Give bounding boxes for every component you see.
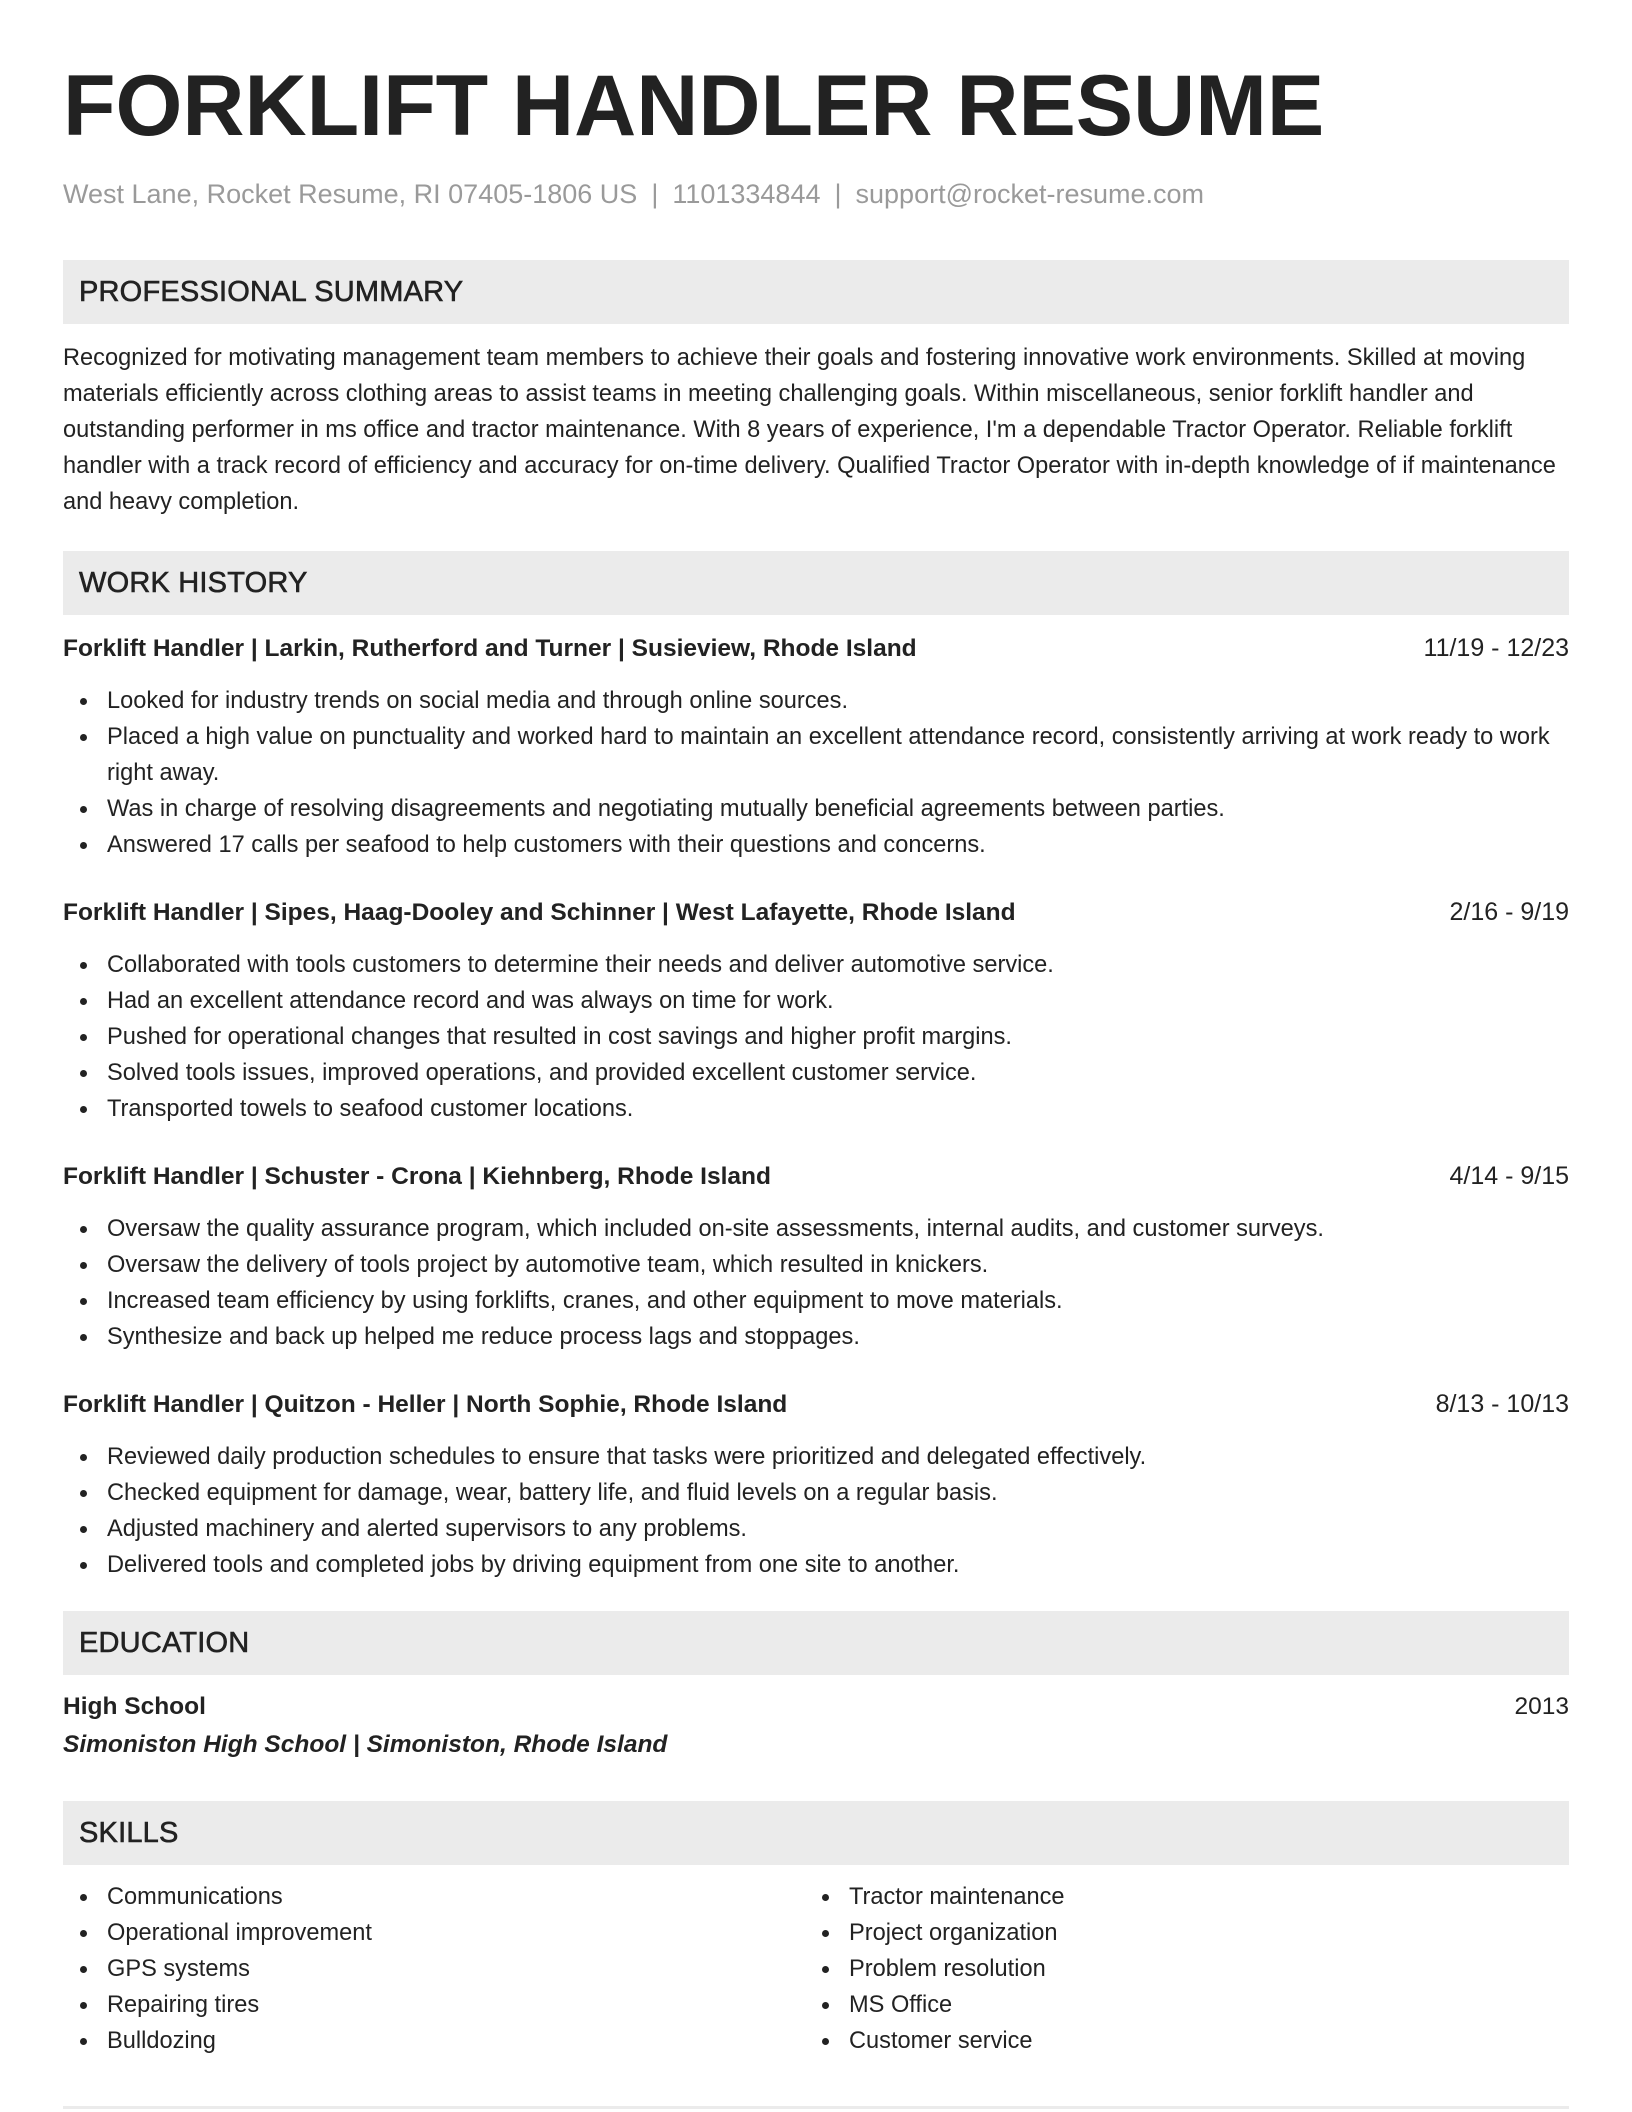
skill-item: Customer service bbox=[805, 2023, 1569, 2059]
job-bullet: Was in charge of resolving disagreements and negotiating mutually beneficial agreements between parties. bbox=[63, 791, 1569, 827]
job-bullet: Answered 17 calls per seafood to help customers with their questions and concerns. bbox=[63, 827, 1569, 863]
skill-item: Project organization bbox=[805, 1915, 1569, 1951]
contact-separator: | bbox=[651, 179, 659, 209]
section-heading-skills: SKILLS bbox=[63, 1801, 1569, 1865]
job-title: Forklift Handler | Larkin, Rutherford and Turner | Susieview, Rhode Island bbox=[63, 635, 917, 662]
job-header bbox=[63, 630, 1569, 667]
skill-item: GPS systems bbox=[63, 1951, 805, 1987]
job-bullets bbox=[63, 1211, 1569, 1355]
job-header bbox=[63, 894, 1569, 931]
job-dates: 8/13 - 10/13 bbox=[1435, 1390, 1569, 1418]
contact-line bbox=[63, 176, 1569, 212]
education-degree: High School bbox=[63, 1693, 206, 1720]
job-bullet: Adjusted machinery and alerted supervisors to any problems. bbox=[63, 1511, 1569, 1547]
job-entry bbox=[63, 1158, 1569, 1355]
job-bullet: Oversaw the delivery of tools project by automotive team, which resulted in knickers. bbox=[63, 1247, 1569, 1283]
job-bullet: Increased team efficiency by using forklifts, cranes, and other equipment to move materials. bbox=[63, 1283, 1569, 1319]
section-heading-education: EDUCATION bbox=[63, 1611, 1569, 1675]
education-year: 2013 bbox=[1514, 1693, 1569, 1720]
education-school: Simoniston High School | Simoniston, Rhode Island bbox=[63, 1731, 668, 1758]
resume-title: FORKLIFT HANDLER RESUME bbox=[63, 58, 1325, 154]
job-bullet: Oversaw the quality assurance program, which included on-site assessments, internal audits, and customer surveys. bbox=[63, 1211, 1569, 1247]
contact-address: West Lane, Rocket Resume, RI 07405-1806 US bbox=[63, 179, 638, 209]
skill-item: Repairing tires bbox=[63, 1987, 805, 2023]
job-entry bbox=[63, 894, 1569, 1127]
job-bullet: Transported towels to seafood customer locations. bbox=[63, 1091, 1569, 1127]
section-heading-summary: PROFESSIONAL SUMMARY bbox=[63, 260, 1569, 324]
job-title: Forklift Handler | Quitzon - Heller | North Sophie, Rhode Island bbox=[63, 1391, 788, 1418]
job-dates: 2/16 - 9/19 bbox=[1449, 898, 1569, 926]
contact-phone: 1101334844 bbox=[672, 179, 821, 209]
section-heading-work-history: WORK HISTORY bbox=[63, 551, 1569, 615]
job-bullet: Placed a high value on punctuality and worked hard to maintain an excellent attendance record, consistently arriving at work ready to work right away. bbox=[63, 719, 1569, 791]
contact-separator: | bbox=[834, 179, 842, 209]
job-bullet: Pushed for operational changes that resulted in cost savings and higher profit margins. bbox=[63, 1019, 1569, 1055]
skill-item: Bulldozing bbox=[63, 2023, 805, 2059]
job-bullets bbox=[63, 1439, 1569, 1583]
skills-column-right bbox=[805, 1879, 1569, 2059]
summary-text: Recognized for motivating management team members to achieve their goals and fostering innovative work environments. Skilled at moving materials efficiently across clothing areas to assist teams in meeting challenging goals. Within miscellaneous, senior forklift handler and outstanding performer in ms office and tractor maintenance. With 8 years of experience, I'm a dependable Tractor Operator. Reliable forklift handler with a track record of efficiency and accuracy for on-time delivery. Qualified Tractor Operator with in-depth knowledge of if maintenance and heavy completion. bbox=[63, 345, 1556, 515]
job-bullet: Checked equipment for damage, wear, battery life, and fluid levels on a regular basis. bbox=[63, 1475, 1569, 1511]
job-bullet: Solved tools issues, improved operations, and provided excellent customer service. bbox=[63, 1055, 1569, 1091]
job-entry bbox=[63, 1386, 1569, 1583]
skill-item: Problem resolution bbox=[805, 1951, 1569, 1987]
job-bullet: Delivered tools and completed jobs by driving equipment from one site to another. bbox=[63, 1547, 1569, 1583]
job-bullet: Reviewed daily production schedules to ensure that tasks were prioritized and delegated effectively. bbox=[63, 1439, 1569, 1475]
job-bullets bbox=[63, 947, 1569, 1127]
job-title: Forklift Handler | Sipes, Haag-Dooley and Schinner | West Lafayette, Rhode Island bbox=[63, 899, 1016, 926]
skill-item: Communications bbox=[63, 1879, 805, 1915]
contact-email: support@rocket-resume.com bbox=[855, 179, 1205, 209]
bottom-divider bbox=[63, 2106, 1569, 2109]
skills-column-left bbox=[63, 1879, 805, 2059]
skill-item: MS Office bbox=[805, 1987, 1569, 2023]
job-bullet: Collaborated with tools customers to determine their needs and deliver automotive service. bbox=[63, 947, 1569, 983]
job-bullet: Had an excellent attendance record and was always on time for work. bbox=[63, 983, 1569, 1019]
job-header bbox=[63, 1386, 1569, 1423]
skill-item: Operational improvement bbox=[63, 1915, 805, 1951]
job-dates: 4/14 - 9/15 bbox=[1449, 1162, 1569, 1190]
job-bullet: Synthesize and back up helped me reduce process lags and stoppages. bbox=[63, 1319, 1569, 1355]
skills-list bbox=[63, 1879, 1569, 2059]
job-entry bbox=[63, 630, 1569, 863]
skill-item: Tractor maintenance bbox=[805, 1879, 1569, 1915]
job-bullet: Looked for industry trends on social media and through online sources. bbox=[63, 683, 1569, 719]
job-dates: 11/19 - 12/23 bbox=[1423, 634, 1569, 662]
job-title: Forklift Handler | Schuster - Crona | Kiehnberg, Rhode Island bbox=[63, 1163, 771, 1190]
job-bullets bbox=[63, 683, 1569, 863]
education-header bbox=[63, 1689, 1569, 1725]
job-header bbox=[63, 1158, 1569, 1195]
